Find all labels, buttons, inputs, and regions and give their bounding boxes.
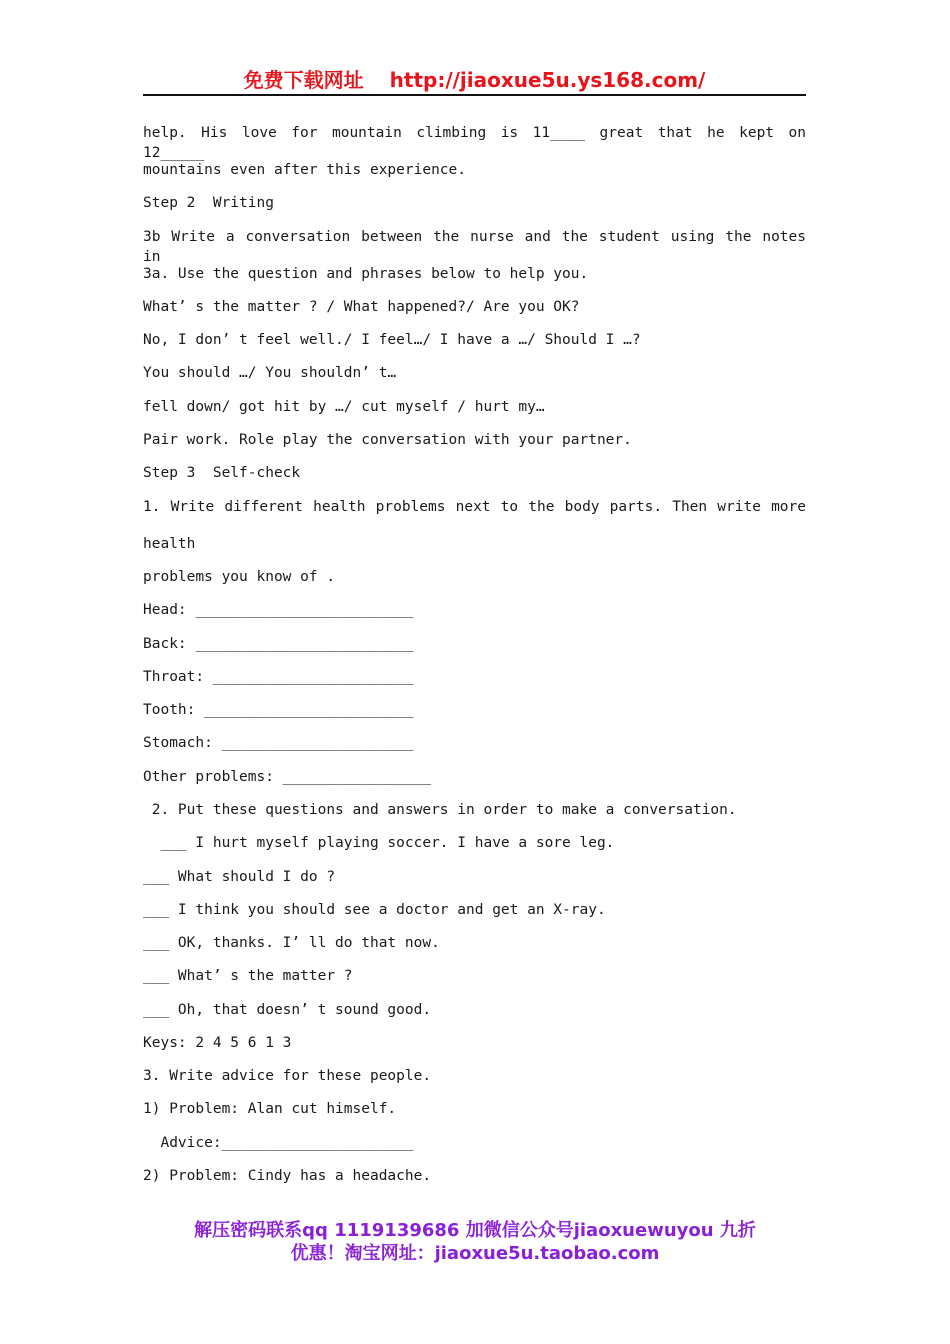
ordering-item: ___ I think you should see a doctor and get an X-ray.	[143, 902, 606, 918]
header-url-link[interactable]: http://jiaoxue5u.ys168.com/	[389, 68, 706, 92]
answer-keys: Keys: 2 4 5 6 1 3	[143, 1035, 292, 1051]
text-line: 3. Write advice for these people.	[143, 1068, 432, 1084]
ordering-item: ___ I hurt myself playing soccer. I have a sore leg.	[143, 835, 615, 851]
text-line: 1) Problem: Alan cut himself.	[143, 1101, 397, 1117]
page-header	[143, 66, 806, 96]
text-line: health	[143, 536, 196, 552]
header-site-label: 免费下载网址	[243, 68, 364, 92]
text-line: problems you know of .	[143, 569, 336, 585]
ordering-item: ___ Oh, that doesn’ t sound good.	[143, 1002, 432, 1018]
text-line: 3b Write a conversation between the nurse and the student using the notes in	[143, 229, 806, 265]
answer-blank: Advice:______________________	[143, 1135, 414, 1151]
text-line: 3a. Use the question and phrases below to help you.	[143, 266, 589, 282]
section-heading: Step 2 Writing	[143, 195, 274, 211]
answer-blank: Tooth: ________________________	[143, 702, 414, 718]
answer-blank: Head: _________________________	[143, 602, 414, 618]
ordering-item: ___ OK, thanks. I’ ll do that now.	[143, 935, 440, 951]
answer-blank: Other problems: _________________	[143, 769, 432, 785]
text-line: 2) Problem: Cindy has a headache.	[143, 1168, 432, 1184]
footer-shop-link[interactable]: 优惠！淘宝网址：jiaoxue5u.taobao.com	[290, 1243, 660, 1264]
ordering-item: ___ What’ s the matter ?	[143, 968, 353, 984]
text-line: 2. Put these questions and answers in order to make a conversation.	[143, 802, 737, 818]
text-line: 1. Write different health problems next to the body parts. Then write more	[143, 499, 806, 515]
text-line: help. His love for mountain climbing is 11____ great that he kept on 12_____	[143, 125, 806, 161]
text-line: mountains even after this experience.	[143, 162, 467, 178]
ordering-item: ___ What should I do ?	[143, 869, 336, 885]
answer-blank: Back: _________________________	[143, 636, 414, 652]
text-line: What’ s the matter ? / What happened?/ Are you OK?	[143, 299, 580, 315]
text-line: Pair work. Role play the conversation with your partner.	[143, 432, 632, 448]
footer-contact: 解压密码联系qq 1119139686 加微信公众号jiaoxuewuyou 九折	[194, 1220, 756, 1241]
answer-blank: Stomach: ______________________	[143, 735, 414, 751]
answer-blank: Throat: _______________________	[143, 669, 414, 685]
text-line: fell down/ got hit by …/ cut myself / hurt my…	[143, 399, 545, 415]
text-line: No, I don’ t feel well./ I feel…/ I have a …/ Should I …?	[143, 332, 641, 348]
section-heading: Step 3 Self-check	[143, 465, 301, 481]
text-line: You should …/ You shouldn’ t…	[143, 365, 397, 381]
